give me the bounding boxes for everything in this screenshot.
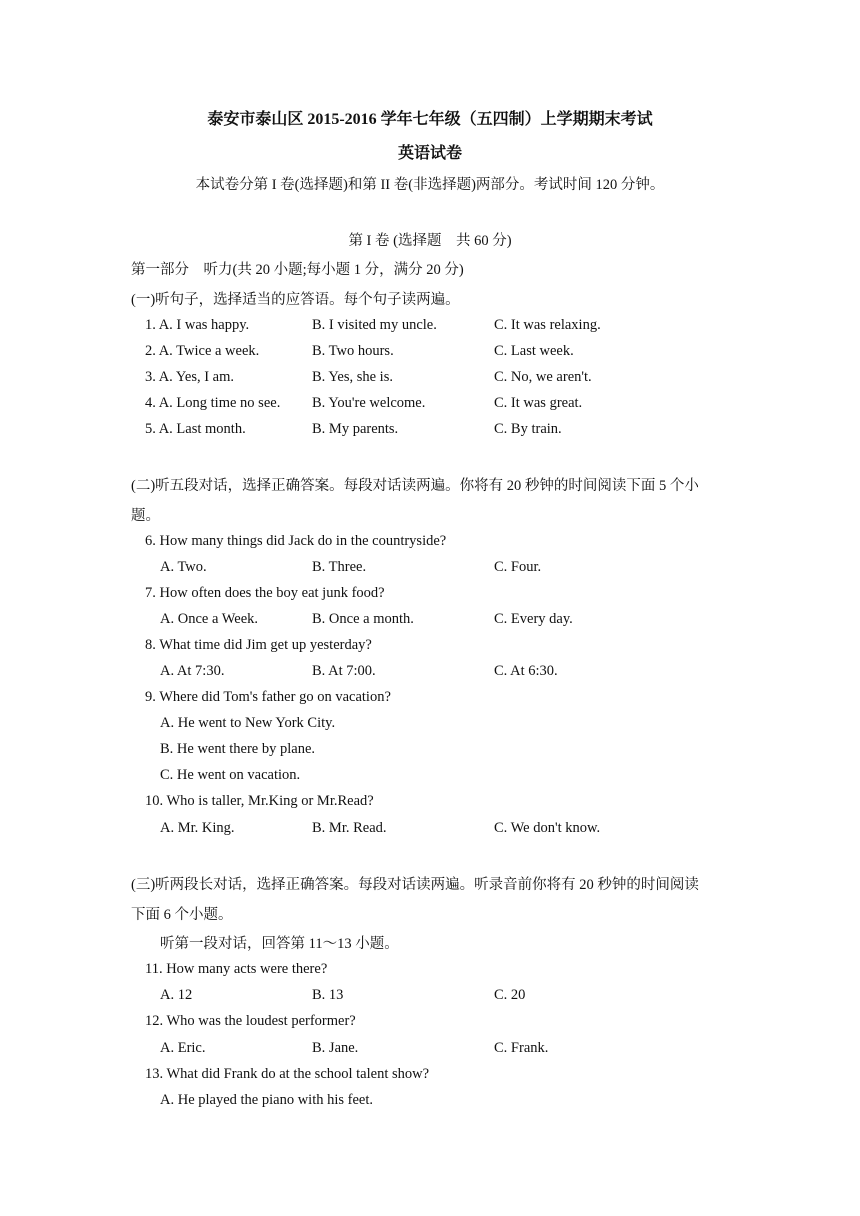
option-b: B. You're welcome. <box>312 395 426 411</box>
option-c: C. Every day. <box>494 611 573 627</box>
question-7: 7. How often does the boy eat junk food? <box>145 585 385 601</box>
question-13: 13. What did Frank do at the school talent show? <box>145 1066 430 1082</box>
option-a: A. He went to New York City. <box>160 715 336 731</box>
option-c: C. Four. <box>494 559 542 575</box>
question-12: 12. Who was the loudest performer? <box>145 1013 356 1029</box>
option-c: C. No, we aren't. <box>494 369 592 385</box>
option-c: C. Last week. <box>494 343 574 359</box>
option-a: A. Eric. <box>160 1040 206 1056</box>
question-6: 6. How many things did Jack do in the countryside? <box>145 533 447 549</box>
option-b: B. Once a month. <box>312 611 414 627</box>
option-c: C. 20 <box>494 987 526 1003</box>
option-a: A. He played the piano with his feet. <box>160 1092 374 1108</box>
option-b: B. At 7:00. <box>312 663 376 679</box>
option-c: C. He went on vacation. <box>160 767 301 783</box>
option-c: C. Frank. <box>494 1040 549 1056</box>
option-a: A. Mr. King. <box>160 820 235 836</box>
option-b: B. My parents. <box>312 421 399 437</box>
option-a: A. Two. <box>160 559 207 575</box>
option-b: B. He went there by plane. <box>160 741 316 757</box>
section3-instruction: (三)听两段长对话，选择正确答案。每段对话读两遍。听录音前你将有 20 秒钟的时间阅读 <box>131 877 699 893</box>
section2-instruction: (二)听五段对话，选择正确答案。每段对话读两遍。你将有 20 秒钟的时间阅读下面 5 个小 <box>131 478 699 494</box>
option-c: C. We don't know. <box>494 820 601 836</box>
option-a: A. At 7:30. <box>160 663 225 679</box>
question-9: 9. Where did Tom's father go on vacation? <box>145 689 391 705</box>
section3-subheading: 听第一段对话，回答第 11～13 小题。 <box>160 936 399 952</box>
section3-instruction-cont: 下面 6 个小题。 <box>131 907 233 923</box>
question-11: 11. How many acts were there? <box>145 961 328 977</box>
option-b: B. Yes, she is. <box>312 369 393 385</box>
option-b: B. 13 <box>312 987 344 1003</box>
option-b: B. Two hours. <box>312 343 394 359</box>
option-c: C. By train. <box>494 421 562 437</box>
option-a: 1. A. I was happy. <box>145 317 250 333</box>
question-8: 8. What time did Jim get up yesterday? <box>145 637 372 653</box>
question-10: 10. Who is taller, Mr.King or Mr.Read? <box>145 793 374 809</box>
section2-instruction-cont: 题。 <box>131 508 160 524</box>
option-b: B. I visited my uncle. <box>312 317 437 333</box>
option-a: 3. A. Yes, I am. <box>145 369 235 385</box>
exam-subtitle: 英语试卷 <box>397 145 462 162</box>
option-b: B. Three. <box>312 559 367 575</box>
option-c: C. It was relaxing. <box>494 317 601 333</box>
option-c: C. It was great. <box>494 395 583 411</box>
volume-heading: 第 I 卷 (选择题 共 60 分) <box>348 233 512 249</box>
option-a: 2. A. Twice a week. <box>145 343 260 359</box>
option-a: A. Once a Week. <box>160 611 259 627</box>
option-c: C. At 6:30. <box>494 663 558 679</box>
option-b: B. Jane. <box>312 1040 359 1056</box>
exam-intro: 本试卷分第 I 卷(选择题)和第 II 卷(非选择题)两部分。考试时间 120 分钟。 <box>195 177 665 193</box>
option-a: 5. A. Last month. <box>145 421 246 437</box>
part-heading: 第一部分 听力(共 20 小题;每小题 1 分，满分 20 分) <box>131 262 464 278</box>
option-b: B. Mr. Read. <box>312 820 387 836</box>
option-a: 4. A. Long time no see. <box>145 395 281 411</box>
option-a: A. 12 <box>160 987 193 1003</box>
section1-instruction: (一)听句子，选择适当的应答语。每个句子读两遍。 <box>131 292 460 308</box>
exam-title: 泰安市泰山区 2015-2016 学年七年级（五四制）上学期期末考试 <box>207 111 653 128</box>
